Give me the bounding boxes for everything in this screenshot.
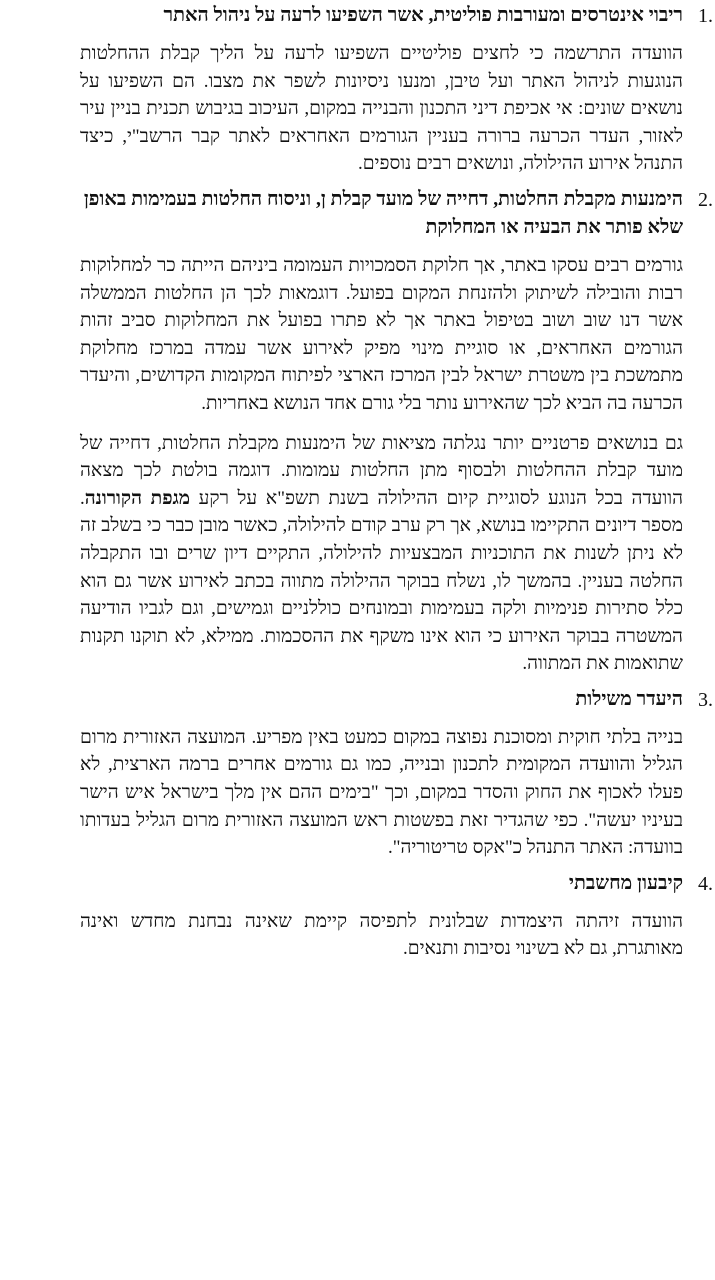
section-4-heading-text: קיבעון מחשבתי bbox=[568, 872, 683, 894]
section-4 bbox=[80, 870, 713, 963]
section-1-number: 1. bbox=[698, 5, 713, 27]
section-2 bbox=[80, 186, 713, 678]
section-2-paragraph-1: גורמים רבים עסקו באתר, אך חלוקת הסמכויות העמומה ביניהם הייתה כר למחלוקות רבות והובילה לשיתוק ולהזנחת המקום בפועל. דוגמאות לכך הן החלטות הממשלה אשר דנו שוב ושוב בטיפול באתר אך לא פתרו בפועל את המחלוקות סביב זהות הגורמים האחראים, או סוגיית מינוי מפיק לאירוע אשר עמדה במרכז מחלוקת מתמשכת בין משטרת ישראל לבין המרכז הארצי לפיתוח המקומות הקדושים, והיעדר הכרעה בה הביא לכך שהאירוע נותר בלי גורם אחד הנושא באחריות. bbox=[80, 254, 683, 414]
section-2-paragraph-2 bbox=[80, 430, 683, 678]
section-3-heading-text: היעדר משילות bbox=[575, 688, 683, 710]
section-1-heading bbox=[80, 2, 713, 30]
section-4-number: 4. bbox=[698, 872, 713, 895]
section-3 bbox=[80, 686, 713, 862]
section-4-paragraph: הוועדה זיהתה היצמדות שבלונית לתפיסה קיימת שאינה נבחנת מחדש ואינה מאותגרת, גם לא בשינוי נסיבות ותנאים. bbox=[80, 910, 683, 960]
section-2-number: 2. bbox=[698, 188, 713, 211]
section-2-paragraph-2-before: גם בנושאים פרטניים יותר נגלתה מציאות של הימנעות מקבלת החלטות, דחייה של מועד קבלת ההחלטות ולבסוף מתן החלטות עמומות. דוגמה בולטת לכך מצאה הוועדה בכל הנוגע לסוגיית קיום ההילולה בשנת תשפ"א על רקע bbox=[80, 432, 683, 509]
section-2-heading bbox=[80, 186, 713, 242]
section-1-paragraph: הוועדה התרשמה כי לחצים פוליטיים השפיעו לרעה על הליך קבלת ההחלטות הנוגעות לניהול האתר ועל טיבן, ומנעו ניסיונות לשפר את מצבו. הם השפיעו על נושאים שונים: אי אכיפת דיני התכנון והבנייה במקום, העיכוב בגיבוש תכנית בניין עיר לאזור, העדר הכרעה ברורה בעניין הגורמים האחראים לאתר קבר הרשב"י, כיצד התנהל אירוע ההילולה, ונושאים רבים נוספים. bbox=[80, 43, 683, 175]
section-2-paragraph-2-after: . מספר דיונים התקיימו בנושא, אך רק ערב קודם להילולה, כאשר מובן כבר כי בשלב זה לא ניתן לשנות את התוכניות המבצעיות להילולה, התקיים דיון שרים ובו התקבלה החלטה בעניין. בהמשך לו, נשלח בבוקר ההילולה מתווה בכתב לאירוע אשר גם הוא כלל סתירות פנימיות ולקה בעמימות ובמונחים כוללניים וגמישים, וגם לגביו הודיעה המשטרה בבוקר האירוע כי הוא אינו משקף את ההסכמות. ממילא, לא תוקנו תקנות שתואמות את המתווה. bbox=[80, 487, 683, 675]
section-2-heading-text: הימנעות מקבלת החלטות, דחייה של מועד קבלת ן, וניסוח החלטות בעמימות באופן שלא פותר את הבעיה או המחלוקת bbox=[83, 188, 683, 238]
section-2-paragraph-2-bold: מגפת הקורונה bbox=[84, 487, 191, 509]
section-1-heading-text: ריבוי אינטרסים ומעורבות פוליטית, אשר השפיעו לרעה על ניהול האתר bbox=[163, 5, 683, 26]
section-3-paragraph: בנייה בלתי חוקית ומסוכנת נפוצה במקום כמעט באין מפריע. המועצה האזורית מרום הגליל והוועדה המקומית לתכנון ובנייה, כמו גם גורמים אחרים ברמה הארצית, לא פעלו לאכוף את החוק והסדר במקום, וכך "בימים ההם אין מלך בישראל איש הישר בעיניו יעשה". כפי שהגדיר זאת בפשטות ראש המועצה האזורית מרום הגליל בעדותו בוועדה: האתר התנהל כ"אקס טריטוריה". bbox=[80, 726, 683, 859]
section-4-heading bbox=[80, 870, 713, 898]
section-1 bbox=[80, 0, 713, 178]
section-3-heading bbox=[80, 686, 713, 714]
section-3-number: 3. bbox=[698, 688, 713, 711]
